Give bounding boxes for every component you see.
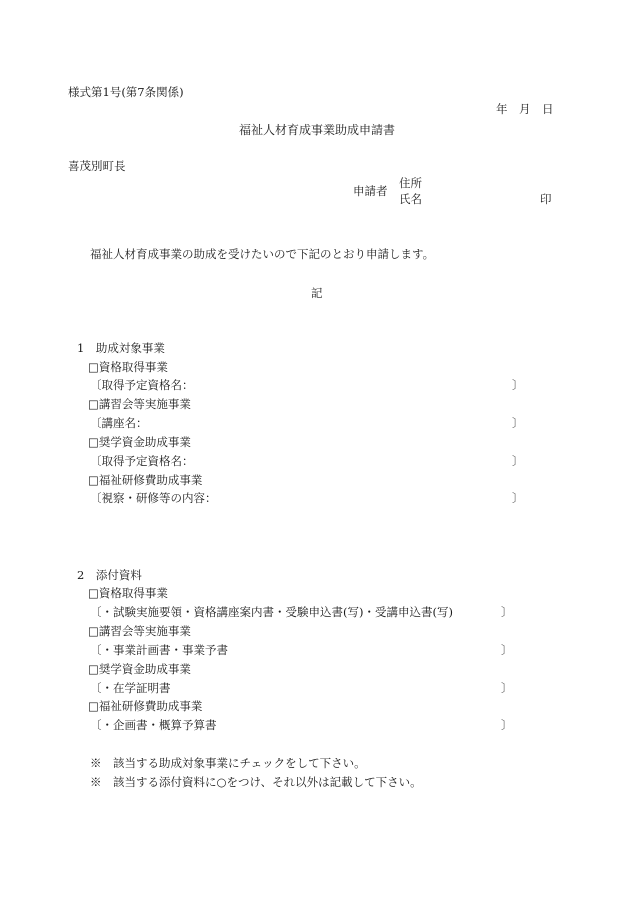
applicant-label: 申請者 [353,184,388,198]
detail-row [0,683,630,699]
checkbox-item[interactable]: □講習会等実施事業 [88,397,191,411]
note-item: ※ 該当する添付資料に○をつけ、それ以外は記載して下さい。 [90,775,422,789]
detail-label: 〔・試験実施要領・資格講座案内書・受験申込書(写)・受講申込書(写) [90,605,453,619]
close-bracket: 〕 [512,378,524,392]
detail-row [0,456,630,472]
detail-row [0,607,630,623]
section2-heading: 2 添付資料 [77,568,142,582]
date-line: 年 月 日 [496,102,554,116]
form-number: 様式第1号(第7条関係) [68,85,184,99]
checkbox-item[interactable]: □福祉研修費助成事業 [88,699,203,713]
close-bracket: 〕 [501,681,513,695]
recipient: 喜茂別町長 [68,159,126,173]
detail-row [0,418,630,434]
ki-label: 記 [311,286,323,300]
detail-row [0,720,630,736]
detail-row [0,380,630,396]
checkbox-item[interactable]: □奨学資金助成事業 [88,435,191,449]
detail-label: 〔取得予定資格名： [90,454,194,468]
close-bracket: 〕 [512,491,524,505]
close-bracket: 〕 [501,605,513,619]
detail-label: 〔・企画書・概算予算書 [90,718,217,732]
detail-label: 〔・在学証明書 [90,681,171,695]
close-bracket: 〕 [501,718,513,732]
close-bracket: 〕 [512,416,524,430]
checkbox-item[interactable]: □資格取得事業 [88,360,168,374]
detail-row [0,493,630,509]
address-label: 住所 [399,176,422,190]
checkbox-item[interactable]: □資格取得事業 [88,586,168,600]
seal-mark: 印 [540,192,552,206]
detail-row [0,645,630,661]
detail-label: 〔講座名： [90,416,148,430]
checkbox-item[interactable]: □福祉研修費助成事業 [88,473,203,487]
detail-label: 〔取得予定資格名： [90,378,194,392]
close-bracket: 〕 [501,643,513,657]
detail-label: 〔視察・研修等の内容： [90,491,217,505]
close-bracket: 〕 [512,454,524,468]
page-title: 福祉人材育成事業助成申請書 [239,123,396,137]
note-item: ※ 該当する助成対象事業にチェックをして下さい。 [90,756,366,770]
section1-heading: 1 助成対象事業 [77,341,165,355]
body-text: 福祉人材育成事業の助成を受けたいので下記のとおり申請します。 [90,247,435,261]
name-label: 氏名 [399,192,422,206]
detail-label: 〔・事業計画書・事業予書 [90,643,228,657]
checkbox-item[interactable]: □講習会等実施事業 [88,624,191,638]
checkbox-item[interactable]: □奨学資金助成事業 [88,662,191,676]
